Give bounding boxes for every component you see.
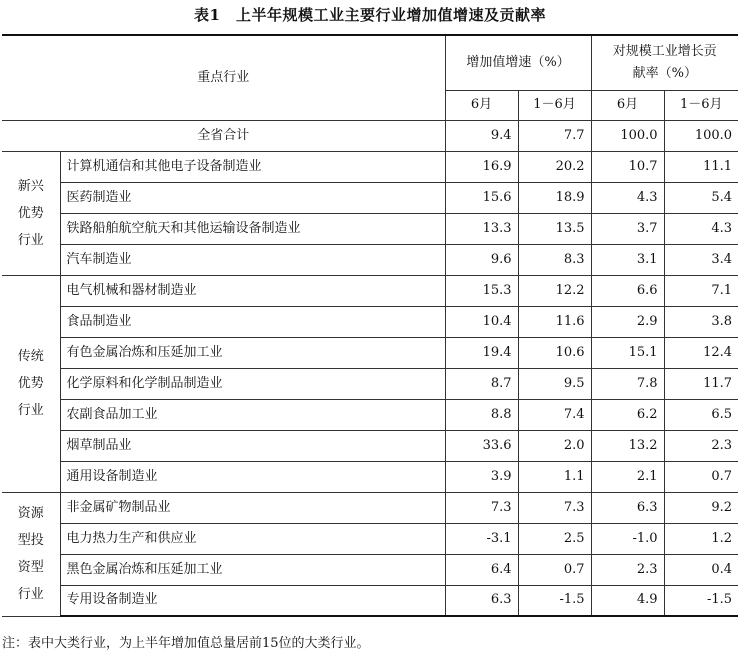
contribution-janjune-value: -1.5 (664, 585, 738, 616)
group-label-line: 行业 (17, 403, 44, 418)
industry-name: 电力热力生产和供应业 (60, 523, 445, 554)
group-label (2, 492, 60, 616)
growth-janjune-value: 18.9 (518, 182, 591, 213)
growth-june-value: 19.4 (445, 337, 518, 368)
table-title: 表1 上半年规模工业主要行业增加值增速及贡献率 (194, 6, 546, 24)
contribution-header (591, 35, 738, 90)
contribution-june-value: 3.1 (591, 244, 664, 275)
footnote: 注：表中大类行业，为上半年增加值总量居前15位的大类行业。 (2, 636, 370, 651)
growth-june-value: 6.4 (445, 554, 518, 585)
contribution-june-value: 4.3 (591, 182, 664, 213)
table-row (2, 585, 738, 616)
industry-name: 化学原料和化学制品制造业 (60, 368, 445, 399)
group-label-line: 行业 (17, 587, 44, 602)
group-label-line: 传统 (17, 349, 44, 364)
industry-name: 通用设备制造业 (60, 461, 445, 492)
growth-june-value: 9.6 (445, 244, 518, 275)
contribution-janjune-value: 11.7 (664, 368, 738, 399)
table-row (2, 399, 738, 430)
growth-june-value: 6.3 (445, 585, 518, 616)
industry-name: 农副食品加工业 (60, 399, 445, 430)
contribution-janjune-value: 0.7 (664, 461, 738, 492)
growth-janjune-value: 12.2 (518, 275, 591, 306)
industry-name: 计算机通信和其他电子设备制造业 (60, 151, 445, 182)
growth-janjune-value: 11.6 (518, 306, 591, 337)
contribution-june-value: 2.9 (591, 306, 664, 337)
growth-june-value: 10.4 (445, 306, 518, 337)
contribution-june-value: 15.1 (591, 337, 664, 368)
table-row (2, 461, 738, 492)
group-label-line: 资型 (17, 560, 44, 575)
table-row (2, 430, 738, 461)
contribution-june-value: 10.7 (591, 151, 664, 182)
table-row (2, 275, 738, 306)
industry-name: 专用设备制造业 (60, 585, 445, 616)
contribution-janjune-value: 11.1 (664, 151, 738, 182)
growth-janjune-value: 1.1 (518, 461, 591, 492)
growth-june-value: 8.8 (445, 399, 518, 430)
growth-june-value: 13.3 (445, 213, 518, 244)
contribution-header-line2: 献率（%） (632, 65, 697, 81)
table-row (2, 151, 738, 182)
contribution-janjune-value: 4.3 (664, 213, 738, 244)
contribution-janjune-value: 3.4 (664, 244, 738, 275)
industry-name: 电气机械和器材制造业 (60, 275, 445, 306)
growth-janjune-value: 10.6 (518, 337, 591, 368)
growth-june-value: 3.9 (445, 461, 518, 492)
growth-june-value: 7.3 (445, 492, 518, 523)
growth-june-value: 15.3 (445, 275, 518, 306)
total-contribution-janjune: 100.0 (664, 120, 738, 151)
group-label-line: 新兴 (17, 178, 44, 194)
contribution-june-value: 4.9 (591, 585, 664, 616)
table-row (2, 306, 738, 337)
contribution-janjune-value: 1.2 (664, 523, 738, 554)
growth-janjune-value: 8.3 (518, 244, 591, 275)
table-row (2, 492, 738, 523)
growth-janjune-value: 0.7 (518, 554, 591, 585)
group-label-line: 行业 (17, 232, 44, 248)
table-row (2, 213, 738, 244)
growth-janjune-value: 2.0 (518, 430, 591, 461)
growth-janjune-header: 1－6月 (518, 90, 591, 120)
industry-name: 铁路船舶航空航天和其他运输设备制造业 (60, 213, 445, 244)
group-label-line: 优势 (17, 376, 44, 391)
group-label-line: 资源 (17, 506, 44, 521)
contribution-janjune-value: 2.3 (664, 430, 738, 461)
table-row (2, 244, 738, 275)
industry-table (2, 34, 738, 617)
growth-june-value: 15.6 (445, 182, 518, 213)
total-label: 全省合计 (2, 120, 445, 151)
table-row (2, 554, 738, 585)
growth-janjune-value: 9.5 (518, 368, 591, 399)
industry-name: 食品制造业 (60, 306, 445, 337)
group-label-line: 优势 (17, 205, 44, 221)
growth-janjune-value: 13.5 (518, 213, 591, 244)
growth-june-header: 6月 (445, 90, 518, 120)
contribution-janjune-value: 5.4 (664, 182, 738, 213)
group-label (2, 275, 60, 492)
growth-janjune-value: 2.5 (518, 523, 591, 554)
industry-name: 有色金属冶炼和压延加工业 (60, 337, 445, 368)
contribution-june-value: 6.2 (591, 399, 664, 430)
contribution-june-value: 2.1 (591, 461, 664, 492)
contribution-janjune-value: 0.4 (664, 554, 738, 585)
growth-june-value: 16.9 (445, 151, 518, 182)
contribution-june-value: 3.7 (591, 213, 664, 244)
contribution-janjune-value: 9.2 (664, 492, 738, 523)
header-row-main (2, 35, 738, 90)
contribution-june-value: 6.3 (591, 492, 664, 523)
contribution-june-value: 7.8 (591, 368, 664, 399)
contribution-janjune-value: 12.4 (664, 337, 738, 368)
industry-header: 重点行业 (2, 35, 445, 120)
industry-name: 汽车制造业 (60, 244, 445, 275)
industry-name: 烟草制品业 (60, 430, 445, 461)
contribution-janjune-header: 1－6月 (664, 90, 738, 120)
contribution-june-value: 2.3 (591, 554, 664, 585)
group-label-line: 型投 (17, 533, 44, 548)
industry-name: 医药制造业 (60, 182, 445, 213)
growth-janjune-value: -1.5 (518, 585, 591, 616)
total-growth-june: 9.4 (445, 120, 518, 151)
total-row (2, 120, 738, 151)
growth-june-value: 33.6 (445, 430, 518, 461)
contribution-june-value: -1.0 (591, 523, 664, 554)
contribution-janjune-value: 7.1 (664, 275, 738, 306)
total-contribution-june: 100.0 (591, 120, 664, 151)
contribution-janjune-value: 3.8 (664, 306, 738, 337)
table-row (2, 368, 738, 399)
table-row (2, 182, 738, 213)
growth-janjune-value: 7.4 (518, 399, 591, 430)
growth-janjune-value: 20.2 (518, 151, 591, 182)
contribution-june-value: 13.2 (591, 430, 664, 461)
industry-name: 黑色金属冶炼和压延加工业 (60, 554, 445, 585)
growth-june-value: -3.1 (445, 523, 518, 554)
contribution-june-header: 6月 (591, 90, 664, 120)
contribution-janjune-value: 6.5 (664, 399, 738, 430)
contribution-june-value: 6.6 (591, 275, 664, 306)
growth-header: 增加值增速（%） (445, 35, 591, 90)
table-row (2, 523, 738, 554)
group-label (2, 151, 60, 275)
contribution-header-line1: 对规模工业增长贡 (612, 43, 717, 59)
industry-name: 非金属矿物制品业 (60, 492, 445, 523)
total-growth-janjune: 7.7 (518, 120, 591, 151)
growth-june-value: 8.7 (445, 368, 518, 399)
table-row (2, 337, 738, 368)
growth-janjune-value: 7.3 (518, 492, 591, 523)
